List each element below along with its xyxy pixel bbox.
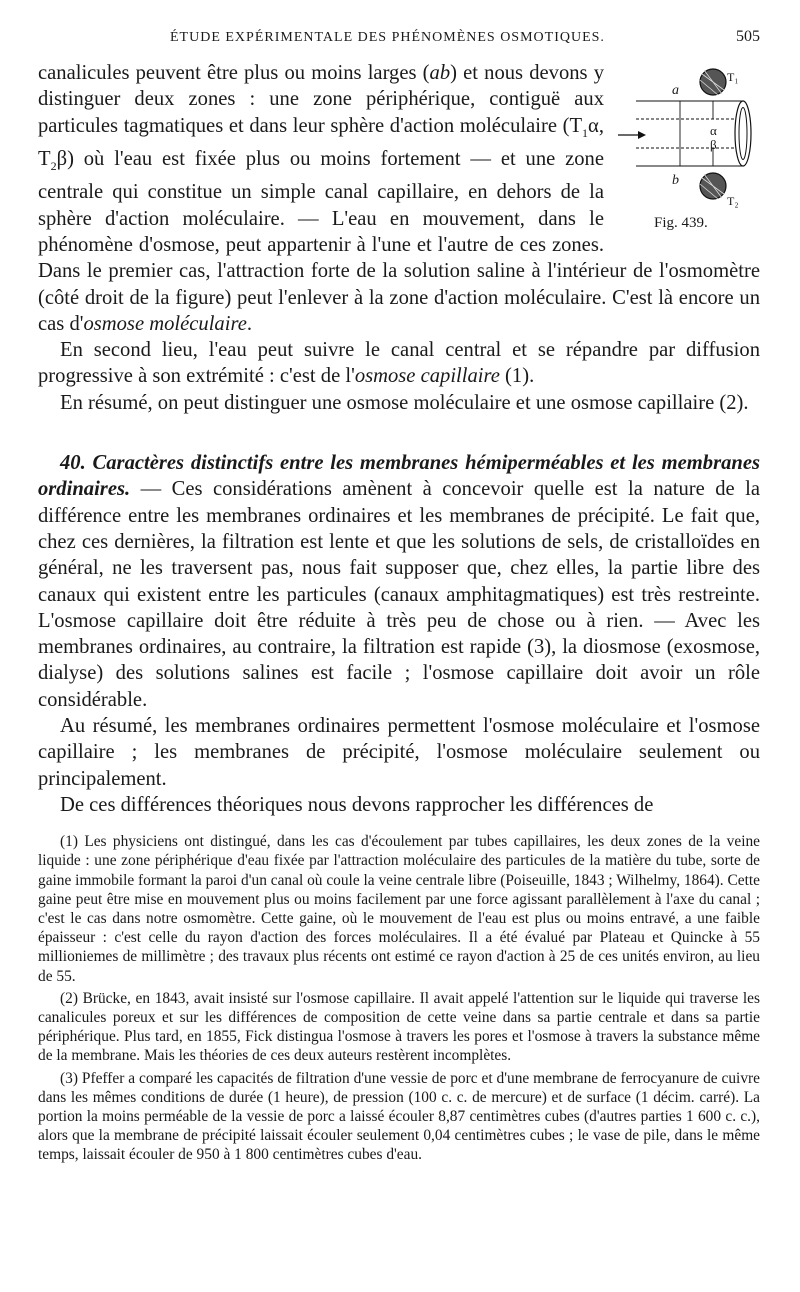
paragraph-au-resume: Au résumé, les membranes ordinaires permettent l'osmose moléculaire et l'osmose capillaire ; les membranes de précipité, l'osmose moléculaire seulement ou principalement.	[38, 715, 760, 790]
running-header	[38, 28, 760, 50]
particle-t1	[700, 69, 726, 95]
footnote-1: (1) Les physiciens ont distingué, dans les cas d'écoulement par tubes capillaires, les deux zones de la veine liquide : une zone périphérique d'eau fixée par l'attraction moléculaire des particules de la matière du tube, sorte de gaine immobile formant la paroi d'un canal où coule la veine centrale libre (Poiseuille, 1843 ; Wilhelmy, 1864). Cette gaine peut être mise en mouvement plus ou moins facilement par une force agissant parallèlement à l'axe du canal ; c'est le cas dans notre osmomètre. Cette gaine, où le mouvement de l'eau est plus ou moins entravé, a une faible épaisseur : c'est celle du rayon d'action des forces moléculaires. Il a été évalué par Plateau et Quincke à 55 millioniemes de millimètre ; des travaux plus récents ont estimé ce rayon d'action à 25 de ces unités environ, au lieu de 55.	[38, 833, 760, 985]
section-title: 40. Caractères distinctifs entre les membranes hémiperméables et les membranes ordinaires.	[38, 452, 760, 501]
paragraph-summary: En résumé, on peut distinguer une osmose moléculaire et une osmose capillaire (2).	[60, 391, 749, 414]
footnotes	[38, 832, 760, 1164]
label-alpha: α	[710, 123, 717, 138]
footnote-2: (2) Brücke, en 1843, avait insisté sur l'osmose capillaire. Il avait appelé l'attention sur le liquide qui traverse les canalicules poreux et sur les différences de composition de cette veine dans sa partie centrale et dans sa partie périphérique. Plus tard, en 1855, Fick distingua l'osmose à travers les pores et l'osmose à travers la substance même de la membrane. Mais les théories de ces deux auteurs restèrent incomplètes.	[38, 989, 760, 1065]
osmosis-tube-diagram	[618, 64, 760, 214]
label-beta: β	[710, 137, 717, 152]
paragraph-with-figure	[38, 60, 760, 337]
label-t1: T₁	[727, 70, 739, 84]
paragraph-zones: canalicules peuvent être plus ou moins larges (ab) et nous devons y distinguer deux zones : une zone périphérique, contiguë aux particules tagmatiques et dans leur sphère d'action moléculaire ($T_1\alpha$, $T_2\beta$) où l'eau est fixée plus ou moins fortement — et une zone centrale qui constitue un simple canal capillaire, en dehors de la sphère d'action moléculaire. — L'eau en mouvement, dans le phénomène d'osmose, peut appartenir à l'une et l'autre de ces zones. Dans le premier cas, l'attraction forte de la solution saline à l'intérieur de l'osmomètre (côté droit de la figure) peut l'enlever à la zone d'action moléculaire. C'est là encore un cas d'osmose moléculaire.	[38, 62, 760, 335]
footnote-3: (3) Pfeffer a comparé les capacités de filtration d'une vessie de porc et d'une membrane de ferrocyanure de cuivre dans les mêmes conditions de durée (1 heure), de pression (100 c. c. de mercure) et de surface (1 décim. carré). La portion la moins perméable de la vessie de porc a laissé écouler 8,87 centimètres cubes (d'autres parties 1 600 c. c.), alors que la membrane de précipité laissait écouler seulement 0,04 centimètres cubes ; le vase de pile, dans le même temps, laissait écouler de 950 à 1 800 centimètres cubes d'eau.	[38, 1069, 760, 1164]
particle-t2	[700, 173, 726, 199]
label-t2: T₂	[727, 194, 739, 208]
section-40: 40. Caractères distinctifs entre les membranes hémiperméables et les membranes ordinaires. — Ces considérations amènent à concevoir quelle est la nature de la différence entre les membranes ordinaires et les membranes de précipité. Le fait que, chez ces dernières, la filtration est lente et que les solutions de sels, de cristalloïdes en général, ne les traversent pas, nous fait supposer que, chez elles, la partie libre des canaux qui existent entre les particules (canaux amphitagmatiques) est très restreinte. L'osmose capillaire doit être réduite à très peu de chose ou à rien. — Avec les membranes ordinaires, au contraire, la filtration est rapide (3), la diosmose (exosmose, dialyse) des solutions salines est facile ; l'osmose capillaire doit avoir un rôle considérable.	[38, 452, 760, 711]
running-title: ÉTUDE EXPÉRIMENTALE DES PHÉNOMÈNES OSMOTIQUES.	[170, 30, 605, 45]
main-text	[38, 60, 760, 818]
page-number: 505	[736, 28, 760, 45]
paragraph-capillary: En second lieu, l'eau peut suivre le canal central et se répandre par diffusion progressive à son extrémité : c'est de l'osmose capillaire (1).	[38, 339, 760, 388]
page	[38, 28, 760, 1168]
paragraph-differences: De ces différences théoriques nous devons rapprocher les différences de	[60, 793, 654, 816]
label-b: b	[672, 173, 679, 188]
figure-caption: Fig. 439.	[654, 215, 708, 231]
figure-439	[618, 64, 760, 238]
label-a: a	[672, 83, 679, 98]
